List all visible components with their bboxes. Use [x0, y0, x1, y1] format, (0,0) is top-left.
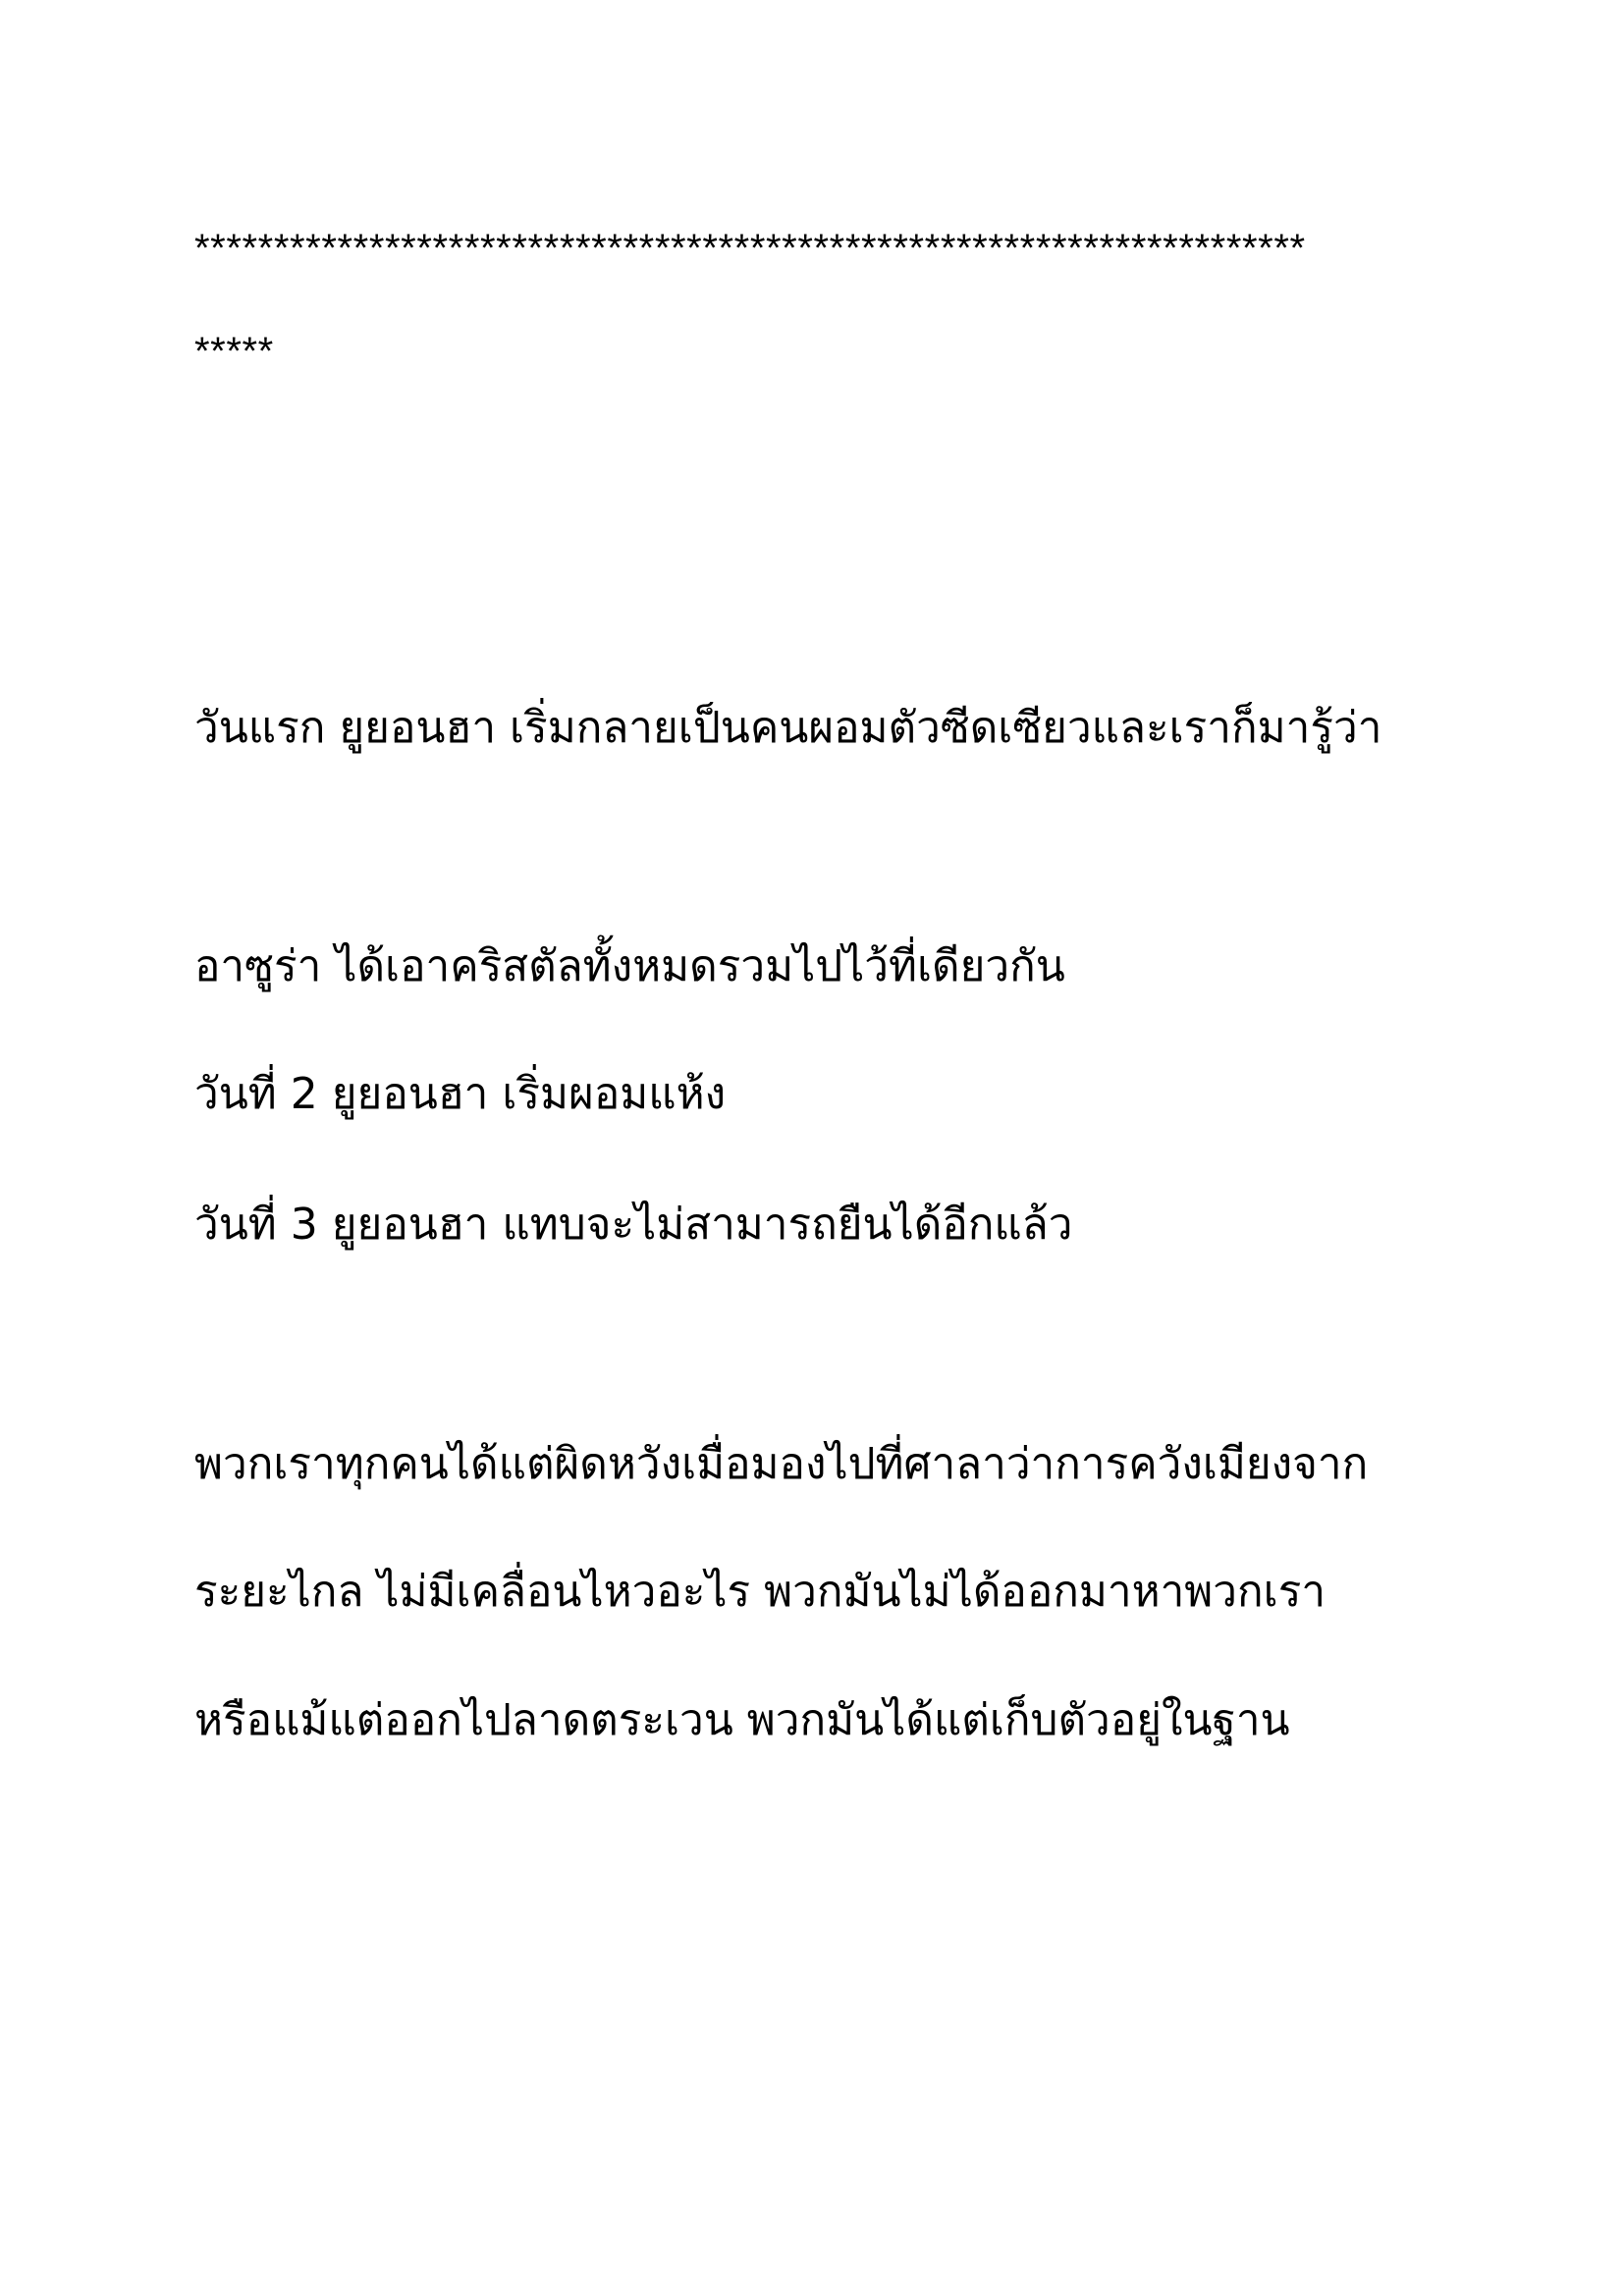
text-line: วันแรก ยูยอนฮา เริ่มกลายเป็นคนผอมตัวซีดเซียวและเราก็มารู้ว่า: [194, 703, 1382, 753]
text-line: วันที่ 2 ยูยอนฮา เริ่มผอมแห้ง: [194, 1069, 727, 1119]
text-line: อาซูร่า ได้เอาคริสตัลทั้งหมดรวมไปไว้ที่เดียวกัน: [194, 941, 1065, 991]
text-line: ระยะไกล ไม่มีเคลื่อนไหวอะไร พวกมันไม่ได้ออกมาหาพวกเรา: [194, 1567, 1326, 1617]
separator-line: *****: [194, 330, 274, 373]
separator-line: **********************************************************************: [194, 227, 1306, 270]
text-line: วันที่ 3 ยูยอนฮา แทบจะไม่สามารถยืนได้อีกแล้ว: [194, 1200, 1073, 1250]
text-line: หรือแม้แต่ออกไปลาดตระเวน พวกมันได้แต่เก็บตัวอยู่ในฐาน: [194, 1695, 1290, 1745]
text-line: พวกเราทุกคนได้แต่ผิดหวังเมื่อมองไปที่ศาลาว่าการควังเมียงจาก: [194, 1439, 1369, 1489]
